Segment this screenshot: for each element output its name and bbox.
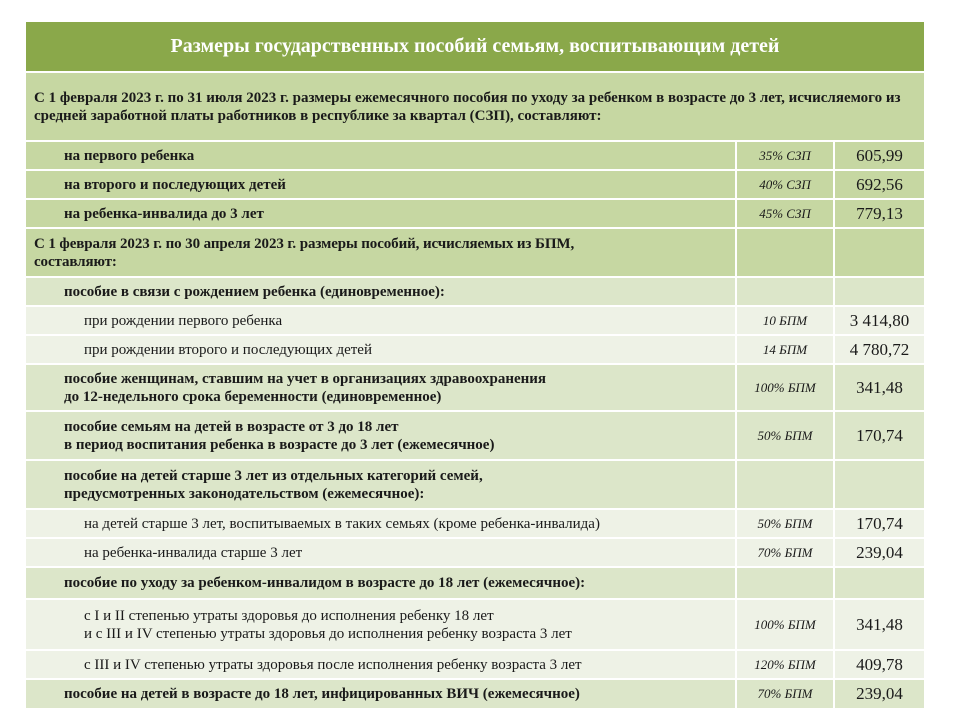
row-amount: 605,99 — [856, 145, 903, 165]
empty-amount-cell — [835, 568, 924, 598]
row-label: при рождении первого ребенка — [26, 307, 737, 334]
row-label — [26, 365, 737, 410]
table-title: Размеры государственных пособий семьям, воспитывающим детей — [26, 22, 924, 71]
row-rate: 50% БПМ — [737, 510, 835, 537]
row-label: на детей старше 3 лет, воспитываемых в таких семьях (кроме ребенка-инвалида) — [26, 510, 737, 537]
table-row — [26, 651, 924, 678]
table-row — [26, 680, 924, 708]
row-rate: 10 БПМ — [737, 307, 835, 334]
table-row — [26, 307, 924, 334]
empty-rate-cell — [737, 278, 835, 305]
table-row — [26, 412, 924, 459]
row-amount: 239,04 — [856, 542, 903, 562]
table-row — [26, 278, 924, 305]
row-amount: 239,04 — [856, 684, 903, 703]
row-label-line2: и с III и IV степенью утраты здоровья до исполнения ребенку возраста 3 лет — [84, 625, 572, 642]
section2-heading-line2: составляют: — [34, 253, 117, 270]
row-rate: 100% БПМ — [737, 600, 835, 649]
section1-heading-row — [26, 73, 924, 140]
row-label-line2: до 12-недельного срока беременности (единовременное) — [64, 388, 442, 405]
row-label: на ребенка-инвалида старше 3 лет — [26, 539, 737, 566]
row-rate: 70% БПМ — [737, 680, 835, 708]
row-amount: 170,74 — [856, 425, 903, 445]
section2-heading-row — [26, 229, 924, 276]
section2-heading-line1: С 1 февраля 2023 г. по 30 апреля 2023 г. размеры пособий, исчисляемых из БПМ, — [34, 235, 575, 252]
row-label: при рождении второго и последующих детей — [26, 336, 737, 363]
row-rate: 50% БПМ — [737, 412, 835, 459]
row-label-line2: в период воспитания ребенка в возрасте до 3 лет (ежемесячное) — [64, 436, 495, 453]
row-label-line1: пособие женщинам, ставшим на учет в организациях здравоохранения — [64, 370, 547, 387]
table-row — [26, 142, 924, 169]
empty-amount-cell — [835, 461, 924, 508]
row-label: на ребенка-инвалида до 3 лет — [26, 200, 737, 227]
table-row — [26, 510, 924, 537]
row-label-line2: предусмотренных законодательством (ежемесячное): — [64, 485, 425, 502]
row-label: пособие на детей в возрасте до 18 лет, инфицированных ВИЧ (ежемесячное) — [26, 680, 737, 708]
row-amount: 170,74 — [856, 513, 903, 533]
table-row — [26, 568, 924, 598]
row-rate: 35% СЗП — [737, 142, 835, 169]
section1-heading: С 1 февраля 2023 г. по 31 июля 2023 г. размеры ежемесячного пособия по уходу за ребенком в возрасте до 3 лет, исчисляемого из средней заработной платы работников в республике за квартал (СЗП), составляют: — [26, 73, 924, 140]
row-label: с III и IV степенью утраты здоровья после исполнения ребенку возраста 3 лет — [26, 651, 737, 678]
row-label — [26, 461, 737, 508]
row-label-line1: пособие на детей старше 3 лет из отдельных категорий семей, — [64, 467, 483, 484]
table-row — [26, 171, 924, 198]
row-label-line1: пособие семьям на детей в возрасте от 3 до 18 лет — [64, 418, 399, 435]
row-label: пособие в связи с рождением ребенка (единовременное): — [26, 278, 737, 305]
row-amount: 341,48 — [856, 614, 903, 634]
row-label: пособие по уходу за ребенком-инвалидом в возрасте до 18 лет (ежемесячное): — [26, 568, 737, 598]
empty-rate-cell — [737, 568, 835, 598]
table-row — [26, 461, 924, 508]
table-row — [26, 600, 924, 649]
row-rate: 70% БПМ — [737, 539, 835, 566]
row-label: на первого ребенка — [26, 142, 737, 169]
row-amount: 692,56 — [856, 174, 903, 194]
table-row — [26, 336, 924, 363]
empty-amount-cell — [835, 229, 924, 276]
row-rate: 120% БПМ — [737, 651, 835, 678]
row-rate: 100% БПМ — [737, 365, 835, 410]
empty-rate-cell — [737, 461, 835, 508]
row-label: на второго и последующих детей — [26, 171, 737, 198]
table-row — [26, 200, 924, 227]
row-amount: 779,13 — [856, 203, 903, 223]
row-label-line1: с I и II степенью утраты здоровья до исполнения ребенку 18 лет — [84, 607, 494, 624]
row-rate: 14 БПМ — [737, 336, 835, 363]
row-rate: 45% СЗП — [737, 200, 835, 227]
table-row — [26, 539, 924, 566]
table-row — [26, 365, 924, 410]
row-amount: 4 780,72 — [849, 339, 910, 359]
empty-rate-cell — [737, 229, 835, 276]
row-label — [26, 600, 737, 649]
row-rate: 40% СЗП — [737, 171, 835, 198]
empty-amount-cell — [835, 278, 924, 305]
row-amount: 409,78 — [856, 654, 903, 674]
section2-heading — [26, 229, 737, 276]
table-title-row — [26, 22, 924, 71]
row-amount: 3 414,80 — [849, 310, 910, 330]
row-amount: 341,48 — [856, 377, 903, 397]
row-label — [26, 412, 737, 459]
